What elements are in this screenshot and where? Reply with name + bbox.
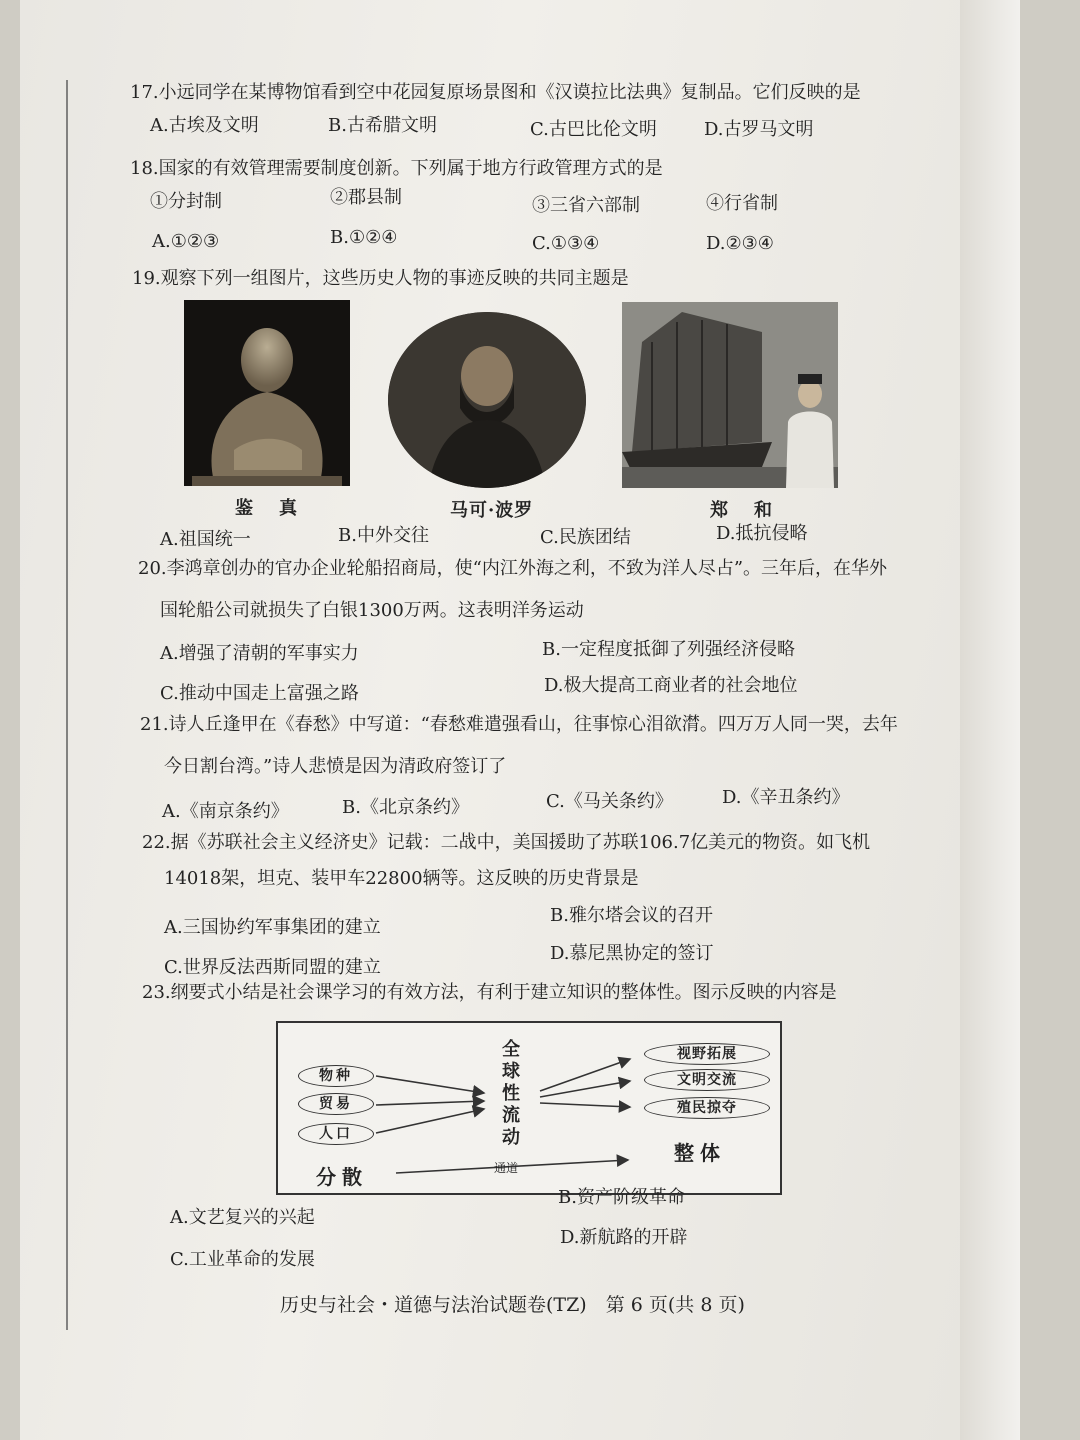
diagram-right-item-horizon: 视野拓展 [644, 1043, 770, 1065]
jianzhen-caption: 鉴 真 [235, 498, 301, 519]
diagram-channel-label: 通道 [494, 1161, 519, 1175]
diagram-dispersed-label: 分散 [316, 1165, 368, 1189]
question-21-stem-line2: 今日割台湾。”诗人悲愤是因为清政府签订了 [164, 756, 507, 777]
q17-option-d[interactable]: D.古罗马文明 [704, 119, 814, 140]
q22-option-a[interactable]: A.三国协约军事集团的建立 [164, 917, 381, 938]
marco-polo-caption: 马可·波罗 [450, 500, 534, 521]
global-flow-diagram [276, 1021, 782, 1195]
question-18-stem: 18.国家的有效管理需要制度创新。下列属于地方行政管理方式的是 [130, 158, 663, 179]
q20-option-a[interactable]: A.增强了清朝的军事实力 [160, 643, 359, 664]
q18-item-2: ②郡县制 [330, 187, 402, 208]
diagram-right-item-plunder: 殖民掠夺 [644, 1097, 770, 1119]
q23-option-d[interactable]: D.新航路的开辟 [560, 1227, 688, 1248]
q20-option-c[interactable]: C.推动中国走上富强之路 [160, 683, 359, 704]
q22-option-b[interactable]: B.雅尔塔会议的召开 [550, 905, 713, 926]
diagram-right-item-exchange: 文明交流 [644, 1069, 770, 1091]
zheng-he-image [622, 302, 838, 488]
page-footer: 历史与社会・道德与法治试题卷(TZ) 第 6 页(共 8 页) [280, 1294, 745, 1316]
q17-option-c[interactable]: C.古巴比伦文明 [530, 119, 657, 140]
q19-option-d[interactable]: D.抵抗侵略 [716, 523, 808, 544]
q22-option-c[interactable]: C.世界反法西斯同盟的建立 [164, 957, 381, 978]
page-edge [960, 0, 1020, 1440]
diagram-whole-label: 整体 [674, 1141, 726, 1165]
diagram-left-item-species: 物种 [298, 1065, 374, 1087]
q23-option-a[interactable]: A.文艺复兴的兴起 [170, 1207, 315, 1228]
question-22-stem-line2: 14018架，坦克、装甲车22800辆等。这反映的历史背景是 [164, 868, 639, 889]
q23-option-c[interactable]: C.工业革命的发展 [170, 1249, 315, 1270]
q21-option-a[interactable]: A.《南京条约》 [162, 801, 289, 822]
question-17-stem: 17.小远同学在某博物馆看到空中花园复原场景图和《汉谟拉比法典》复制品。它们反映的是 [130, 82, 861, 103]
q17-option-a[interactable]: A.古埃及文明 [150, 115, 259, 136]
marco-polo-portrait-image [388, 312, 586, 488]
q20-option-b[interactable]: B.一定程度抵御了列强经济侵略 [542, 639, 795, 660]
q19-option-a[interactable]: A.祖国统一 [160, 529, 251, 550]
q23-option-b[interactable]: B.资产阶级革命 [558, 1187, 685, 1208]
jianzhen-statue-image [184, 300, 350, 486]
q22-option-d[interactable]: D.慕尼黑协定的签订 [550, 943, 714, 964]
zheng-he-caption: 郑 和 [710, 500, 776, 521]
q19-option-b[interactable]: B.中外交往 [338, 525, 429, 546]
question-21-stem-line1: 21.诗人丘逢甲在《春愁》中写道：“春愁难遣强看山，往事惊心泪欲潸。四万万人同一哭，去年 [140, 714, 898, 735]
q19-option-c[interactable]: C.民族团结 [540, 527, 631, 548]
q21-option-c[interactable]: C.《马关条约》 [546, 791, 673, 812]
q18-option-a[interactable]: A.①②③ [152, 231, 220, 252]
q18-item-3: ③三省六部制 [532, 195, 640, 216]
question-20-stem-line2: 国轮船公司就损失了白银1300万两。这表明洋务运动 [160, 600, 584, 621]
diagram-left-item-population: 人口 [298, 1123, 374, 1145]
diagram-center-label: 全球性流动 [502, 1039, 520, 1148]
q20-option-d[interactable]: D.极大提高工商业者的社会地位 [544, 675, 798, 696]
margin-line [66, 80, 68, 1330]
question-22-stem-line1: 22.据《苏联社会主义经济史》记载：二战中，美国援助了苏联106.7亿美元的物资。如飞机 [142, 832, 871, 853]
q21-option-d[interactable]: D.《辛丑条约》 [722, 787, 850, 808]
question-19-stem: 19.观察下列一组图片，这些历史人物的事迹反映的共同主题是 [132, 268, 629, 289]
q21-option-b[interactable]: B.《北京条约》 [342, 797, 469, 818]
q18-item-1: ①分封制 [150, 191, 222, 212]
diagram-left-item-trade: 贸易 [298, 1093, 374, 1115]
q18-item-4: ④行省制 [706, 193, 778, 214]
question-23-stem: 23.纲要式小结是社会课学习的有效方法，有利于建立知识的整体性。图示反映的内容是 [142, 982, 837, 1003]
q18-option-d[interactable]: D.②③④ [706, 233, 774, 254]
question-20-stem-line1: 20.李鸿章创办的官办企业轮船招商局，使“内江外海之利，不致为洋人尽占”。三年后，在华外 [138, 558, 888, 579]
q18-option-c[interactable]: C.①③④ [532, 233, 600, 254]
q17-option-b[interactable]: B.古希腊文明 [328, 115, 437, 136]
q18-option-b[interactable]: B.①②④ [330, 227, 398, 248]
